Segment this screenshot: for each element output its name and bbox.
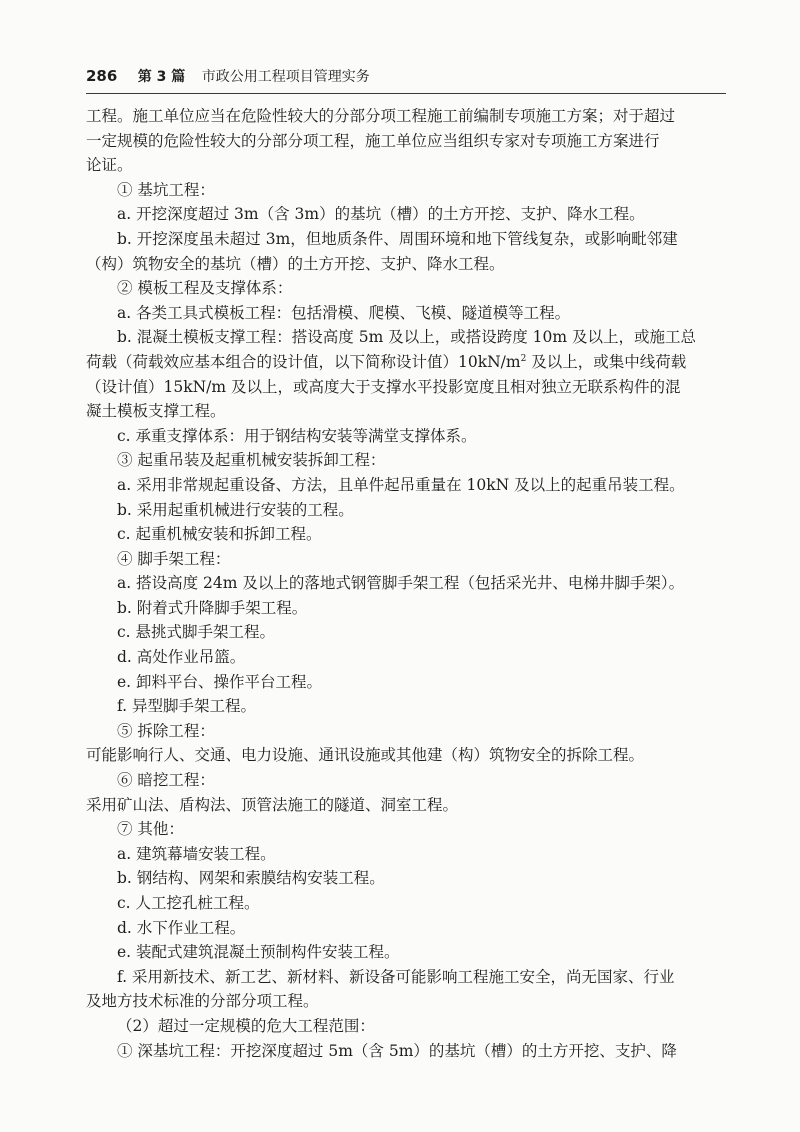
text-line xyxy=(86,178,722,203)
line-text: ① 深基坑工程：开挖深度超过 5m（含 5m）的基坑（槽）的土方开挖、支护、降 xyxy=(117,1041,677,1060)
text-line xyxy=(86,743,722,768)
text-line xyxy=(86,399,722,424)
line-text: a. 各类工具式模板工程：包括滑模、爬模、飞模、隧道模等工程。 xyxy=(117,303,571,322)
line-text: ⑥ 暗挖工程： xyxy=(117,771,215,790)
line-text: a. 采用非常规起重设备、方法，且单件起吊重量在 10kN 及以上的起重吊装工程。 xyxy=(117,475,685,494)
line-text: d. 高处作业吊篮。 xyxy=(117,648,246,667)
text-line xyxy=(86,571,722,596)
line-text: ② 模板工程及支撑体系： xyxy=(117,279,293,298)
text-line xyxy=(86,276,722,301)
page-number: 286 xyxy=(86,67,118,85)
line-text: ④ 脚手架工程： xyxy=(117,549,231,568)
text-line xyxy=(86,768,722,793)
line-text: e. 装配式建筑混凝土预制构件安装工程。 xyxy=(117,943,400,962)
text-line xyxy=(86,325,722,350)
part-label: 第 3 篇 xyxy=(137,69,186,85)
text-line xyxy=(86,842,722,867)
book-title: 市政公用工程项目管理实务 xyxy=(201,69,370,85)
text-line xyxy=(86,424,722,449)
line-text: d. 水下作业工程。 xyxy=(117,918,246,937)
text-line xyxy=(86,350,722,375)
line-text: f. 采用新技术、新工艺、新材料、新设备可能影响工程施工安全，尚无国家、行业 xyxy=(117,967,675,986)
line-text: 可能影响行人、交通、电力设施、通讯设施或其他建（构）筑物安全的拆除工程。 xyxy=(86,746,645,765)
line-text: 凝土模板支撑工程。 xyxy=(86,402,226,421)
line-text: c. 人工挖孔桩工程。 xyxy=(117,894,260,912)
line-text: f. 异型脚手架工程。 xyxy=(117,697,257,716)
line-text: e. 卸料平台、操作平台工程。 xyxy=(117,672,323,691)
line-text: 一定规模的危险性较大的分部分项工程，施工单位应当组织专家对专项施工方案进行 xyxy=(86,131,660,150)
line-text: a. 搭设高度 24m 及以上的落地式钢管脚手架工程（包括采光井、电梯井脚手架）。 xyxy=(117,574,685,593)
text-line xyxy=(86,227,722,252)
text-line xyxy=(86,1014,722,1039)
text-line xyxy=(86,129,722,154)
text-line xyxy=(86,694,722,719)
body-text xyxy=(86,104,722,1063)
line-text-after: 及以上，或集中线荷载 xyxy=(526,352,687,371)
text-line xyxy=(86,301,722,326)
text-line xyxy=(86,989,722,1014)
text-line xyxy=(86,375,722,400)
text-line xyxy=(86,596,722,621)
line-text: b. 混凝土模板支撑工程：搭设高度 5m 及以上，或搭设跨度 10m 及以上，或施工总 xyxy=(117,328,696,347)
line-text: 工程。施工单位应当在危险性较大的分部分项工程施工前编制专项施工方案；对于超过 xyxy=(86,107,676,125)
line-text: a. 开挖深度超过 3m（含 3m）的基坑（槽）的土方开挖、支护、降水工程。 xyxy=(117,205,645,224)
line-text: b. 钢结构、网架和索膜结构安装工程。 xyxy=(117,869,385,888)
line-text: b. 附着式升降脚手架工程。 xyxy=(117,598,308,617)
text-line xyxy=(86,965,722,990)
text-line xyxy=(86,448,722,473)
line-text: （设计值）15kN/m 及以上，或高度大于支撑水平投影宽度且相对独立无联系构件的混 xyxy=(86,377,681,396)
text-line xyxy=(86,719,722,744)
superscript: 2 xyxy=(520,353,527,364)
line-text: ① 基坑工程： xyxy=(117,180,215,199)
line-text: （构）筑物安全的基坑（槽）的土方开挖、支护、降水工程。 xyxy=(86,254,505,273)
text-line xyxy=(86,202,722,227)
text-line xyxy=(86,498,722,523)
text-line xyxy=(86,670,722,695)
text-line xyxy=(86,153,722,178)
line-text: ③ 起重吊装及起重机械安装拆卸工程： xyxy=(117,451,386,470)
line-text: 论证。 xyxy=(86,156,133,175)
text-line xyxy=(86,645,722,670)
line-text: c. 起重机械安装和拆卸工程。 xyxy=(117,525,322,544)
line-text: b. 开挖深度虽未超过 3m，但地质条件、周围环境和地下管线复杂，或影响毗邻建 xyxy=(117,229,678,248)
line-text: （2）超过一定规模的危大工程范围： xyxy=(117,1016,375,1035)
line-text: ⑤ 拆除工程： xyxy=(117,721,215,740)
text-line xyxy=(86,817,722,842)
text-line xyxy=(86,1039,722,1064)
text-line xyxy=(86,866,722,891)
line-text: 采用矿山法、盾构法、顶管法施工的隧道、洞室工程。 xyxy=(86,795,459,814)
page-header xyxy=(86,66,726,94)
text-line xyxy=(86,793,722,818)
text-line xyxy=(86,473,722,498)
line-text: 荷载（荷载效应基本组合的设计值，以下简称设计值）10kN/m xyxy=(86,352,521,371)
line-text: ⑦ 其他： xyxy=(117,820,184,839)
text-line xyxy=(86,916,722,941)
line-text: c. 承重支撑体系：用于钢结构安装等满堂支撑体系。 xyxy=(117,426,477,445)
text-line xyxy=(86,620,722,645)
line-text: c. 悬挑式脚手架工程。 xyxy=(117,623,276,642)
text-line xyxy=(86,252,722,277)
text-line xyxy=(86,522,722,547)
line-text: b. 采用起重机械进行安装的工程。 xyxy=(117,500,354,519)
text-line xyxy=(86,891,722,916)
line-text: a. 建筑幕墙安装工程。 xyxy=(117,844,276,863)
text-line xyxy=(86,104,722,129)
text-line xyxy=(86,547,722,572)
line-text: 及地方技术标准的分部分项工程。 xyxy=(86,992,319,1011)
text-line xyxy=(86,940,722,965)
